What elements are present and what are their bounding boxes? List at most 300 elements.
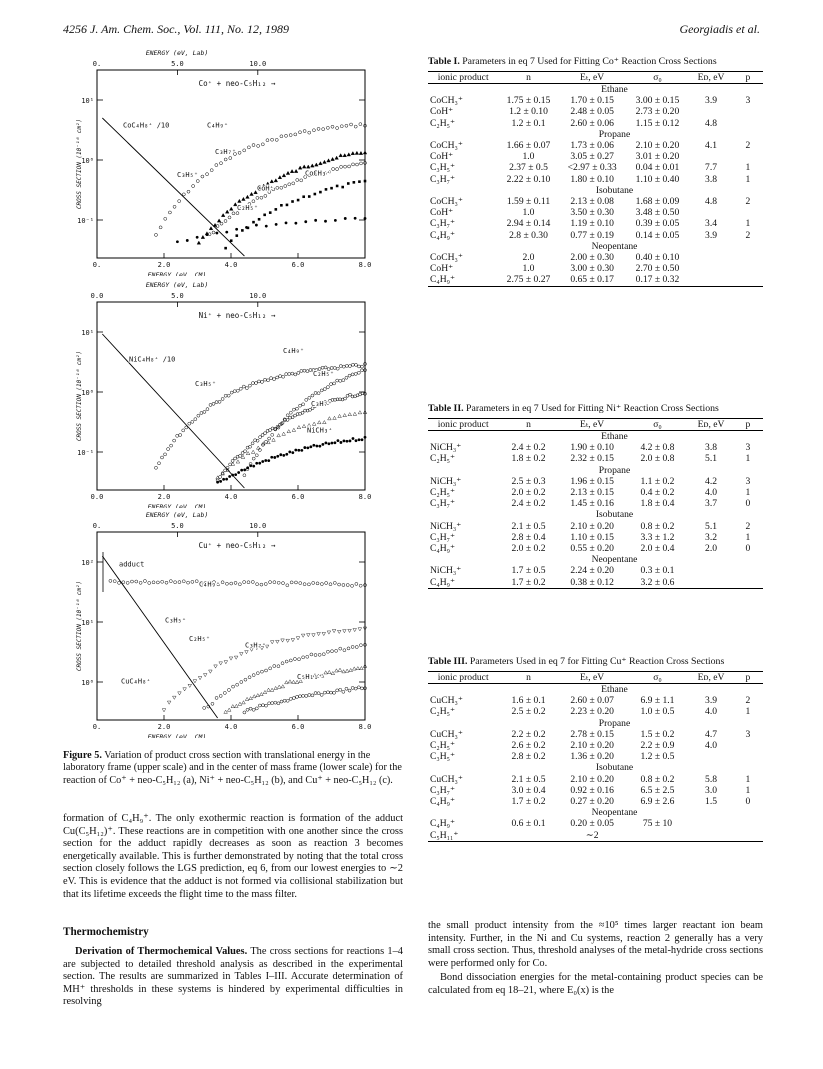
series-label: NiC₄H₈⁺ /10 (129, 355, 176, 364)
table-cell: 3.8 (705, 442, 718, 454)
table-cell: 1 (745, 773, 751, 785)
table-cell: 3.00 ± 0.30 (570, 263, 614, 275)
data-point-circle (126, 581, 129, 584)
bottom-tick-label: 8.0 (358, 493, 372, 501)
table-cell: 2.23 ± 0.20 (570, 706, 614, 718)
table-cell: 1.7 ± 0.5 (511, 565, 546, 577)
table-cell: 3.4 (705, 218, 718, 230)
data-point-circle (206, 408, 209, 411)
data-point-triangle (356, 667, 360, 670)
data-point-circle (168, 211, 171, 214)
data-point-triangle (351, 152, 355, 155)
data-point-circle (279, 375, 282, 378)
table-cell: C₄H₉⁺ (430, 274, 456, 286)
table-cell (733, 151, 763, 162)
table-cell: 1.0 (522, 207, 535, 219)
data-point-solid (228, 475, 231, 478)
y-axis-label: CROSS SECTION (10⁻¹⁶ cm²) (76, 350, 83, 442)
data-point-circle (113, 580, 116, 583)
data-point-circle (314, 654, 317, 657)
data-point-triangle (217, 219, 221, 222)
data-point-star (308, 195, 311, 198)
data-point-circle (307, 583, 310, 586)
data-point-circle (333, 581, 336, 584)
table-cell: 3.2 ± 0.6 (640, 576, 675, 588)
data-point-star (336, 185, 339, 188)
figure-panel-a (75, 48, 375, 276)
table-cell: 3.2 (705, 531, 718, 543)
table-cell: C₃H₇⁺ (430, 498, 456, 510)
data-point-circle (333, 382, 336, 385)
table-cell: 2.0 ± 0.8 (640, 453, 675, 465)
data-point-triangle (225, 210, 229, 213)
table-group-row (428, 185, 763, 196)
table-cell (498, 830, 558, 842)
table-row (428, 263, 763, 274)
data-point-circle (302, 656, 305, 659)
data-point-circle (359, 123, 362, 126)
series-label: C₃H₇⁺ (245, 641, 267, 650)
data-point-circle (291, 372, 294, 375)
data-point-triangle (292, 428, 296, 431)
table-cell: NiCH₃⁺ (430, 565, 462, 577)
data-point-circle (332, 167, 335, 170)
data-point-solid (303, 446, 306, 449)
table-row (428, 230, 763, 241)
table-cell: 1.75 ± 0.15 (506, 95, 551, 107)
data-point-circle (164, 217, 167, 220)
data-point-circle (289, 134, 292, 137)
data-point-circle (167, 448, 170, 451)
table-group-label: Propane (598, 717, 631, 729)
table-cell: 0.20 ± 0.05 (570, 818, 614, 830)
table-cell: 2.94 ± 0.14 (506, 218, 551, 230)
column-header: Eₜ, eV (559, 72, 626, 84)
table-cell: CoCH₃⁺ (430, 95, 463, 107)
table-cell: 4.0 (705, 740, 718, 752)
table-cell: 0.77 ± 0.19 (570, 229, 614, 241)
data-point-circle (314, 692, 317, 695)
table-cell: 2.0 ± 0.4 (640, 543, 675, 555)
table-group-label: Ethane (601, 684, 628, 695)
table-cell (733, 751, 763, 762)
data-point-solid (279, 453, 282, 456)
data-point-triangle (242, 701, 246, 704)
data-point-circle (303, 130, 306, 133)
data-point-circle (210, 169, 213, 172)
data-point-circle (122, 581, 125, 584)
data-point-circle (247, 581, 250, 584)
data-point-circle (176, 434, 179, 437)
data-point-circle (242, 385, 245, 388)
table-cell: CuCH₃⁺ (430, 695, 463, 707)
table-cell: 2.10 ± 0.20 (570, 773, 614, 785)
data-point-triangle (288, 680, 292, 683)
table-cell: 5.1 (705, 453, 718, 465)
table-cell: 3.00 ± 0.15 (635, 95, 680, 107)
series-label: NiCH₃⁺ (307, 426, 333, 435)
data-point-circle (346, 584, 349, 587)
table-cell: 2.8 ± 0.4 (511, 531, 546, 543)
data-point-triangle-down (353, 628, 357, 631)
data-point-triangle (249, 697, 253, 700)
data-point-circle (342, 583, 345, 586)
data-point-triangle (270, 180, 274, 183)
plot-frame (97, 302, 365, 490)
data-point-solid (219, 480, 222, 483)
data-point-circle (238, 151, 241, 154)
data-point-circle (277, 581, 280, 584)
data-point-circle (301, 411, 304, 414)
table-header-row (428, 72, 763, 84)
table-cell: C₄H₉⁺ (430, 229, 456, 241)
table-cell (689, 830, 733, 842)
data-point-circle (323, 691, 326, 694)
data-point-circle (271, 702, 274, 705)
data-point-triangle-down (173, 696, 177, 699)
data-point-circle (339, 688, 342, 691)
data-point-circle (187, 581, 190, 584)
data-point-circle (342, 690, 345, 693)
table-group-label: Neopentane (591, 554, 638, 566)
table-cell: 0.04 ± 0.01 (635, 162, 680, 174)
data-point-triangle (282, 432, 286, 435)
data-point-triangle (363, 151, 367, 154)
data-point-circle (310, 653, 313, 656)
table-cell: 0.39 ± 0.05 (635, 218, 680, 230)
data-point-solid (364, 217, 367, 220)
data-point-circle (243, 711, 246, 714)
table-row (428, 151, 763, 162)
data-point-circle (221, 397, 224, 400)
data-point-triangle (358, 411, 362, 414)
table-group-row (428, 129, 763, 140)
data-point-circle (264, 194, 267, 197)
table-row (428, 740, 763, 751)
data-point-star (252, 221, 255, 224)
data-point-triangle-down (240, 652, 244, 655)
data-point-star (341, 186, 344, 189)
table-cell: 3.05 ± 0.27 (570, 151, 614, 163)
data-point-triangle (274, 179, 278, 182)
data-point-circle (344, 165, 347, 168)
table-cell: 2.2 ± 0.9 (640, 740, 675, 752)
table-group-row (428, 762, 763, 773)
data-point-circle (302, 403, 305, 406)
data-point-circle (355, 582, 358, 585)
data-point-triangle (319, 162, 323, 165)
data-point-circle (211, 702, 214, 705)
data-point-triangle (278, 176, 282, 179)
section-heading-thermochemistry: Thermochemistry (63, 926, 149, 938)
data-point-circle (267, 379, 270, 382)
data-point-circle (326, 126, 329, 129)
table-cell: C₄H₉⁺ (430, 543, 456, 555)
data-point-triangle (267, 688, 271, 691)
table-cell (689, 151, 733, 162)
table-row (428, 543, 763, 554)
data-point-triangle (209, 227, 213, 230)
table-cell: 4.0 (705, 487, 718, 499)
data-point-circle (338, 583, 341, 586)
data-point-circle (228, 216, 231, 219)
table-group-label: Propane (598, 128, 631, 140)
data-point-solid (215, 232, 218, 235)
table-3-block (428, 656, 763, 843)
data-point-solid (321, 443, 324, 446)
data-point-solid (270, 456, 273, 459)
data-point-triangle (328, 417, 332, 420)
data-point-triangle-down (167, 701, 171, 704)
data-point-solid (314, 219, 317, 222)
table-cell: C₄H₉⁺ (430, 818, 456, 830)
data-point-triangle-down (198, 676, 202, 679)
table-cell (733, 263, 763, 274)
figure-caption (63, 750, 403, 787)
bottom-tick-label: 4.0 (224, 493, 238, 501)
table-group-row (428, 465, 763, 476)
data-point-star (314, 193, 317, 196)
data-point-triangle (238, 199, 242, 202)
table-cell: 2 (745, 520, 751, 532)
data-point-triangle (360, 666, 364, 669)
column-header: Eₜ, eV (559, 419, 626, 431)
table-label: Table I. (428, 56, 460, 67)
data-table (428, 671, 763, 843)
data-point-star (330, 187, 333, 190)
data-point-solid (291, 451, 294, 454)
data-point-circle (348, 689, 351, 692)
table-cell: 6.9 ± 2.6 (640, 796, 675, 808)
table-cell: 3.01 ± 0.20 (635, 151, 680, 163)
table-row (428, 830, 763, 842)
data-point-solid (358, 438, 361, 441)
data-point-star (319, 191, 322, 194)
table-cell: 4.8 (705, 196, 718, 208)
data-point-circle (280, 700, 283, 703)
data-point-circle (289, 411, 292, 414)
table-cell: 2.10 ± 0.20 (570, 740, 614, 752)
data-point-star (286, 204, 289, 207)
data-point-solid (334, 441, 337, 444)
table-cell: C₃H₇⁺ (430, 784, 456, 796)
data-point-solid (324, 441, 327, 444)
data-point-circle (165, 581, 168, 584)
table-cell: 0.8 ± 0.2 (640, 773, 675, 785)
data-point-circle (244, 450, 247, 453)
data-point-triangle (252, 695, 256, 698)
data-point-circle (157, 462, 160, 465)
table-cell: 2.13 ± 0.15 (570, 487, 614, 499)
data-point-circle (173, 205, 176, 208)
data-point-triangle (263, 690, 267, 693)
data-point-circle (282, 375, 285, 378)
bottom-tick-label: 8.0 (358, 261, 372, 269)
data-point-solid (265, 225, 268, 228)
data-point-circle (182, 580, 185, 583)
bottom-tick-label: 6.0 (291, 261, 305, 269)
data-point-circle (360, 369, 363, 372)
data-point-circle (288, 372, 291, 375)
data-point-triangle (256, 694, 260, 697)
table-rule-cell (428, 286, 763, 288)
data-point-solid (231, 474, 234, 477)
data-point-circle (326, 691, 329, 694)
table-cell: 2.75 ± 0.27 (506, 274, 551, 286)
table-cell: 1.2 ± 0.5 (640, 751, 675, 763)
bottom-tick-label: 2.0 (157, 493, 171, 501)
table-cell: 7.7 (705, 162, 718, 174)
table-cell: CoCH₃⁺ (430, 196, 463, 208)
reaction-label: Ni⁺ + neo-C₅H₁₂ → (198, 311, 276, 320)
data-point-circle (306, 655, 309, 658)
data-table (428, 71, 763, 288)
data-point-triangle-down (229, 657, 233, 660)
data-point-circle (196, 180, 199, 183)
data-point-solid (346, 440, 349, 443)
table-group-row (428, 241, 763, 252)
table-cell: NiCH₃⁺ (430, 520, 462, 532)
table-cell: 1.70 ± 0.15 (570, 95, 614, 107)
data-point-circle (360, 687, 363, 690)
data-point-circle (330, 366, 333, 369)
data-point-circle (290, 581, 293, 584)
data-point-circle (331, 125, 334, 128)
data-point-circle (179, 433, 182, 436)
data-point-circle (226, 466, 229, 469)
data-point-solid (304, 220, 307, 223)
table-cell: 1 (745, 218, 751, 230)
table-cell: 3 (745, 95, 751, 107)
data-point-circle (178, 581, 181, 584)
table-cell: 1.15 ± 0.12 (635, 117, 680, 129)
table-cell: 2.32 ± 0.15 (570, 453, 614, 465)
data-point-solid (343, 439, 346, 442)
table-title: Parameters Used in eq 7 for Fitting Cu⁺ Reaction Cross Sections (469, 656, 725, 667)
table-cell: 4.7 (705, 728, 718, 740)
data-point-circle (258, 704, 261, 707)
data-point-star (291, 200, 294, 203)
data-point-circle (230, 391, 233, 394)
table-cell: 1.10 ± 0.40 (635, 173, 680, 185)
series-label: C₃H₅⁺ (165, 616, 187, 625)
data-point-circle (359, 584, 362, 587)
table-cell: 1.10 ± 0.15 (570, 531, 614, 543)
data-point-circle (154, 233, 157, 236)
data-point-circle (174, 581, 177, 584)
table-caption (428, 56, 763, 68)
table-header-row (428, 419, 763, 431)
data-point-circle (276, 376, 279, 379)
data-point-circle (360, 365, 363, 368)
table-cell: 2 (745, 695, 751, 707)
data-point-circle (249, 707, 252, 710)
data-point-circle (240, 680, 243, 683)
data-point-star (364, 180, 367, 183)
data-point-circle (159, 226, 162, 229)
data-point-solid (328, 442, 331, 445)
data-point-solid (312, 444, 315, 447)
table-cell: 2.60 ± 0.06 (570, 117, 614, 129)
data-point-triangle (270, 688, 274, 691)
data-point-solid (264, 459, 267, 462)
column-header: p (733, 672, 763, 684)
column-header: Eᴅ, eV (689, 72, 733, 84)
data-point-circle (254, 382, 257, 385)
table-title: Parameters in eq 7 Used for Fitting Ni⁺ Reaction Cross Sections (466, 403, 719, 414)
data-point-triangle (352, 667, 356, 670)
table-cell: 0 (745, 543, 751, 555)
series-label: C₂H₅⁺ (313, 370, 335, 379)
data-point-circle (312, 129, 315, 132)
data-point-circle (219, 694, 222, 697)
data-point-solid (318, 445, 321, 448)
data-point-circle (195, 580, 198, 583)
data-point-solid (337, 439, 340, 442)
table-cell: 1.6 ± 0.1 (511, 695, 546, 707)
data-point-solid (225, 478, 228, 481)
data-point-circle (252, 144, 255, 147)
table-cell: 2 (745, 140, 751, 152)
data-point-circle (236, 389, 239, 392)
table-cell: C₃H₇⁺ (430, 531, 456, 543)
data-point-circle (260, 380, 263, 383)
table-cell (733, 565, 763, 576)
data-point-circle (324, 366, 327, 369)
table-cell: 3 (745, 442, 751, 454)
data-point-circle (351, 686, 354, 689)
series-label: C₃H₇⁺ (215, 148, 237, 157)
data-point-solid (361, 438, 364, 441)
table-caption (428, 403, 763, 415)
table-row (428, 695, 763, 706)
data-point-solid (306, 446, 309, 449)
table-cell: CuCH₃⁺ (430, 773, 463, 785)
data-point-circle (215, 696, 218, 699)
data-point-circle (219, 475, 222, 478)
y-tick-label: 10⁻¹ (77, 449, 94, 457)
table-bottom-rule (428, 841, 763, 843)
data-point-circle (221, 581, 224, 584)
data-point-circle (239, 387, 242, 390)
data-point-triangle (251, 450, 255, 453)
table-cell (689, 577, 733, 589)
data-point-triangle-down (327, 631, 331, 634)
table-cell: C₃H₇⁺ (430, 173, 456, 185)
table-row (428, 174, 763, 185)
data-point-circle (200, 411, 203, 414)
data-point-triangle (238, 702, 242, 705)
data-point-circle (295, 407, 298, 410)
data-point-circle (238, 583, 241, 586)
data-point-triangle-down (317, 632, 321, 635)
data-point-circle (357, 686, 360, 689)
table-cell: C₂H₅⁺ (430, 740, 456, 752)
column-header: n (498, 72, 558, 84)
data-point-triangle (335, 156, 339, 159)
data-point-circle (154, 466, 157, 469)
data-point-triangle (224, 710, 228, 713)
paragraph-body: The cross sections for reactions 1–4 are subjected to detailed threshold analysis as described in the experimental section. The results are summarized in Tables I–III. Accurate determination of MH⁺ thresholds in these systems is hindered by experimental difficulties in resolving (63, 946, 403, 1008)
y-tick-label: 10⁰ (81, 389, 94, 397)
data-point-circle (286, 414, 289, 417)
data-point-triangle (197, 241, 201, 244)
table-cell: NiCH₃⁺ (430, 442, 462, 454)
data-point-triangle (235, 704, 239, 707)
data-point-circle (294, 373, 297, 376)
data-point-circle (185, 426, 188, 429)
data-point-circle (340, 125, 343, 128)
